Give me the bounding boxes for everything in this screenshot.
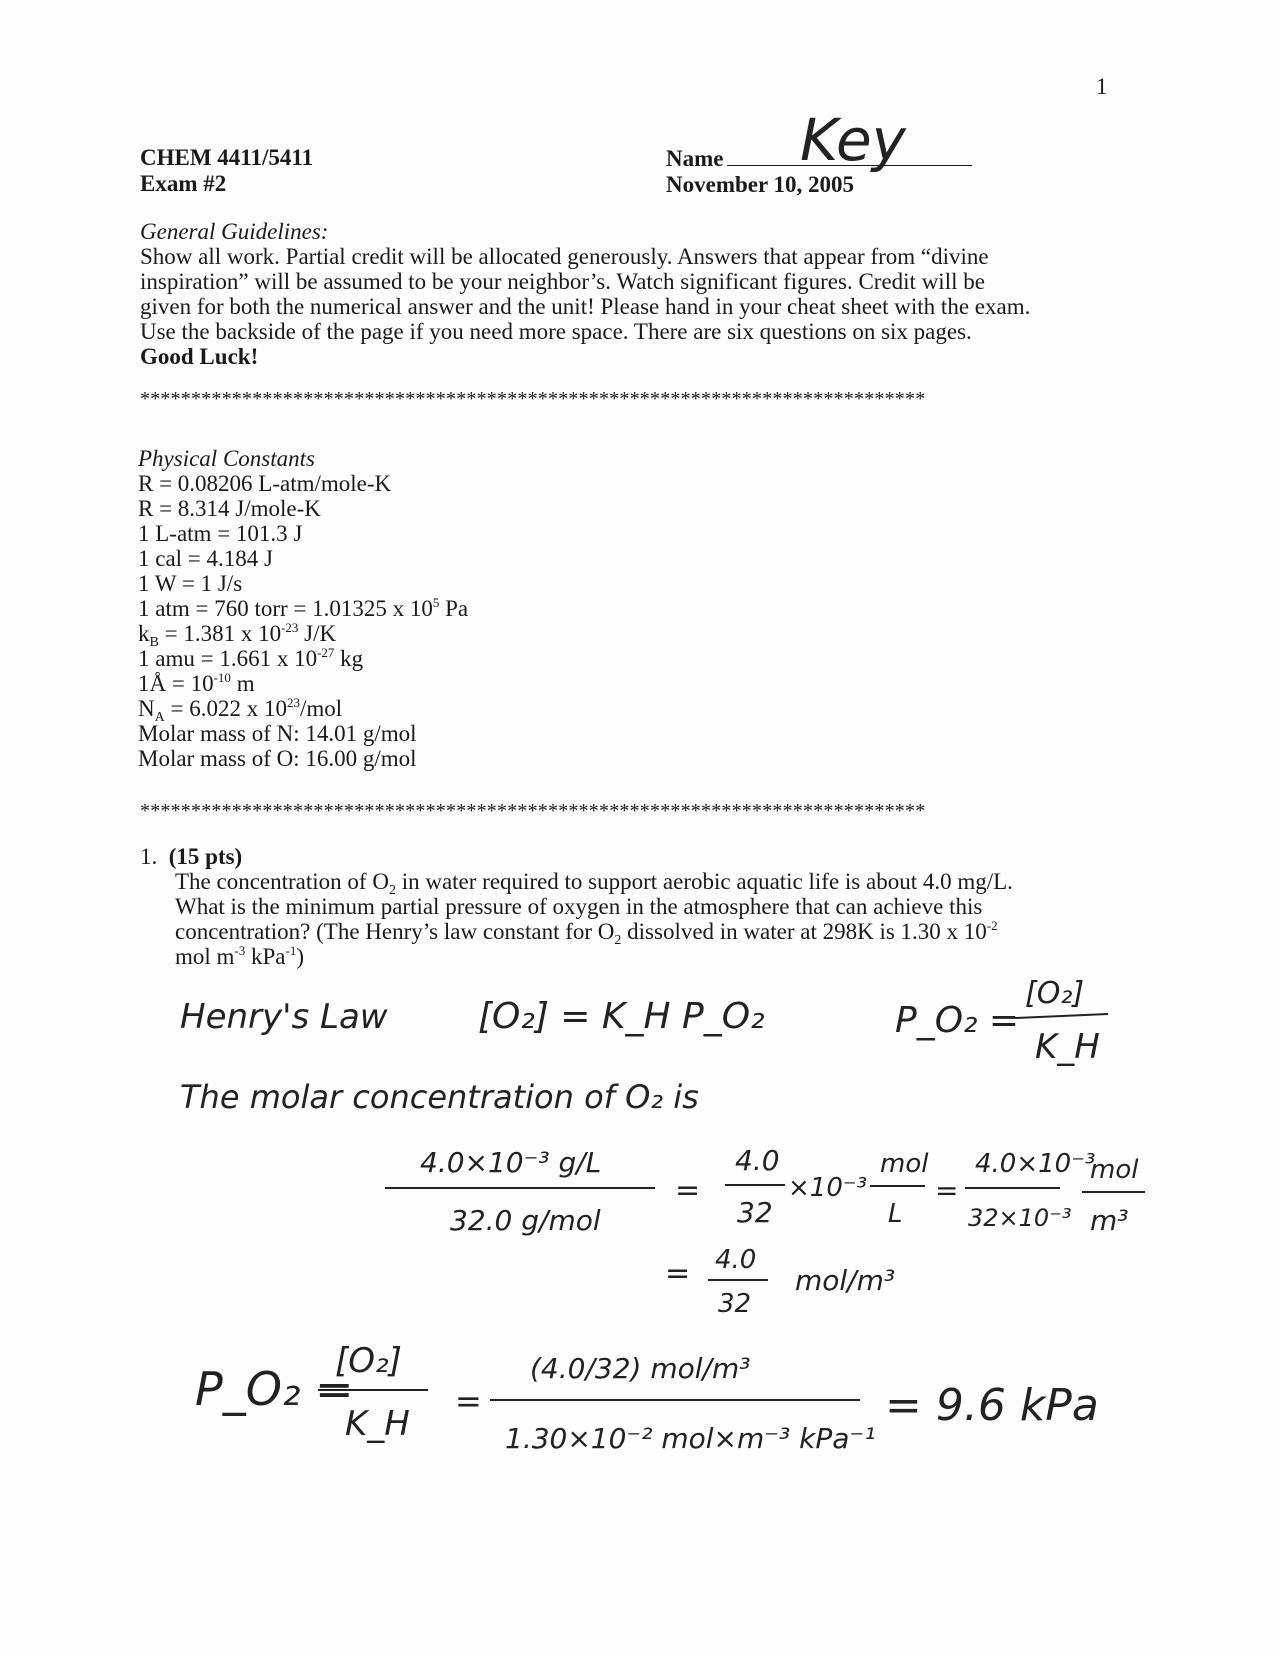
molar-mass-o: Molar mass of O: 16.00 g/mol — [138, 746, 417, 771]
constant-latm: 1 L-atm = 101.3 J — [138, 521, 303, 546]
molar-mass-n: Molar mass of N: 14.01 g/mol — [138, 721, 417, 746]
final-numerator: [O₂] — [335, 1341, 402, 1381]
guidelines-line: Show all work. Partial credit will be allocated generously. Answers that appear from “divine — [140, 244, 989, 269]
star-separator: ***************************************************************************** — [140, 800, 926, 822]
p-o2-lhs: P_O₂ = — [895, 1000, 1020, 1041]
guidelines-line: inspiration” will be assumed to be your neighbor’s. Watch significant figures. Credit will be — [140, 269, 985, 294]
fraction2-denominator: 32 — [737, 1196, 773, 1229]
fraction1-denominator: 32.0 g/mol — [450, 1204, 601, 1237]
final-denominator: K_H — [345, 1404, 410, 1444]
constant-r-latm: R = 0.08206 L-atm/mole-K — [138, 471, 392, 496]
final-numerator-value: (4.0/32) mol/m³ — [530, 1352, 751, 1385]
equals-sign: = — [935, 1174, 959, 1207]
constant-avogadro: $N_A = 6.022$ x $10^{23}$/mol — [138, 695, 343, 725]
name-handwriting: Key — [800, 106, 906, 174]
constant-atm: 1 atm = 760 torr = 1.01325 x $10^5$ Pa — [138, 595, 469, 621]
guidelines-line: given for both the numerical answer and the unit! Please hand in your cheat sheet with the exam. — [140, 294, 1031, 319]
exam-number: Exam #2 — [140, 171, 227, 196]
page-number: 1 — [1096, 74, 1108, 99]
unit-cubic-meter: m³ — [1090, 1204, 1129, 1237]
guidelines-line: Use the backside of the page if you need more space. There are six questions on six pages. — [140, 319, 972, 344]
course-code: CHEM 4411/5411 — [140, 145, 314, 170]
equals-sign: = — [675, 1173, 701, 1208]
fraction-bar — [1015, 1014, 1108, 1018]
molar-intro-note: The molar concentration of O₂ is — [180, 1078, 699, 1116]
question-text: The concentration of $O_2$ in water required to support aerobic aquatic life is about 4.0 mg/L. What is the minimum partial pressure of oxygen in the atmosphere that can achieve this concentration? (The Henry’s law constant for $O_2$ dissolved in water at 298K is 1.30 x $10^{-2}$ mol $m^{-3}$ kPa$^{-1}$) — [175, 869, 1013, 969]
fraction3-denominator: 32×10⁻³ — [968, 1204, 1072, 1232]
henrys-law-equation: [O₂] = K_H P_O₂ — [478, 996, 765, 1037]
constant-amu: 1 amu = 1.661 x $10^{-27}$ kg — [138, 645, 364, 671]
fraction1-numerator: 4.0×10⁻³ g/L — [420, 1146, 602, 1179]
p-o2-denominator: K_H — [1035, 1027, 1100, 1067]
final-answer: = 9.6 kPa — [885, 1380, 1099, 1431]
exam-date: November 10, 2005 — [666, 172, 855, 197]
final-p-o2-lhs: P_O₂ = — [195, 1362, 354, 1416]
henrys-law-note: Henry's Law — [180, 997, 388, 1037]
step2-unit: mol/m³ — [795, 1264, 896, 1297]
step2-numerator: 4.0 — [715, 1245, 757, 1275]
step2-denominator: 32 — [718, 1289, 752, 1319]
constants-heading: Physical Constants — [138, 446, 315, 471]
question-points: (15 pts) — [168, 844, 243, 869]
constant-cal: 1 cal = 4.184 J — [138, 546, 273, 571]
final-denominator-value: 1.30×10⁻² mol×m⁻³ kPa⁻¹ — [505, 1422, 876, 1455]
good-luck: Good Luck! — [140, 344, 259, 369]
unit-liter: L — [888, 1199, 903, 1229]
fraction3-numerator: 4.0×10⁻³ — [975, 1149, 1096, 1179]
equals-sign: = — [665, 1256, 691, 1291]
constant-r-joule: R = 8.314 J/mole-K — [138, 496, 321, 521]
unit-mol: mol — [880, 1149, 929, 1179]
unit-mol: mol — [1090, 1155, 1139, 1185]
name-label: Name — [666, 146, 724, 171]
fraction2-numerator: 4.0 — [735, 1144, 780, 1177]
constant-angstrom: 1Å = $10^{-10}$ m — [138, 670, 255, 696]
p-o2-numerator: [O₂] — [1025, 976, 1085, 1011]
constant-kb: $k_B = 1.381$ x $10^{-23}$ J/K — [138, 620, 337, 650]
question-number: 1. — [140, 844, 158, 869]
guidelines-heading: General Guidelines: — [140, 219, 329, 244]
equals-sign: = — [455, 1382, 482, 1420]
times-ten-exp: ×10⁻³ — [788, 1173, 868, 1203]
star-separator: ***************************************************************************** — [140, 388, 926, 410]
constant-watt: 1 W = 1 J/s — [138, 571, 243, 596]
